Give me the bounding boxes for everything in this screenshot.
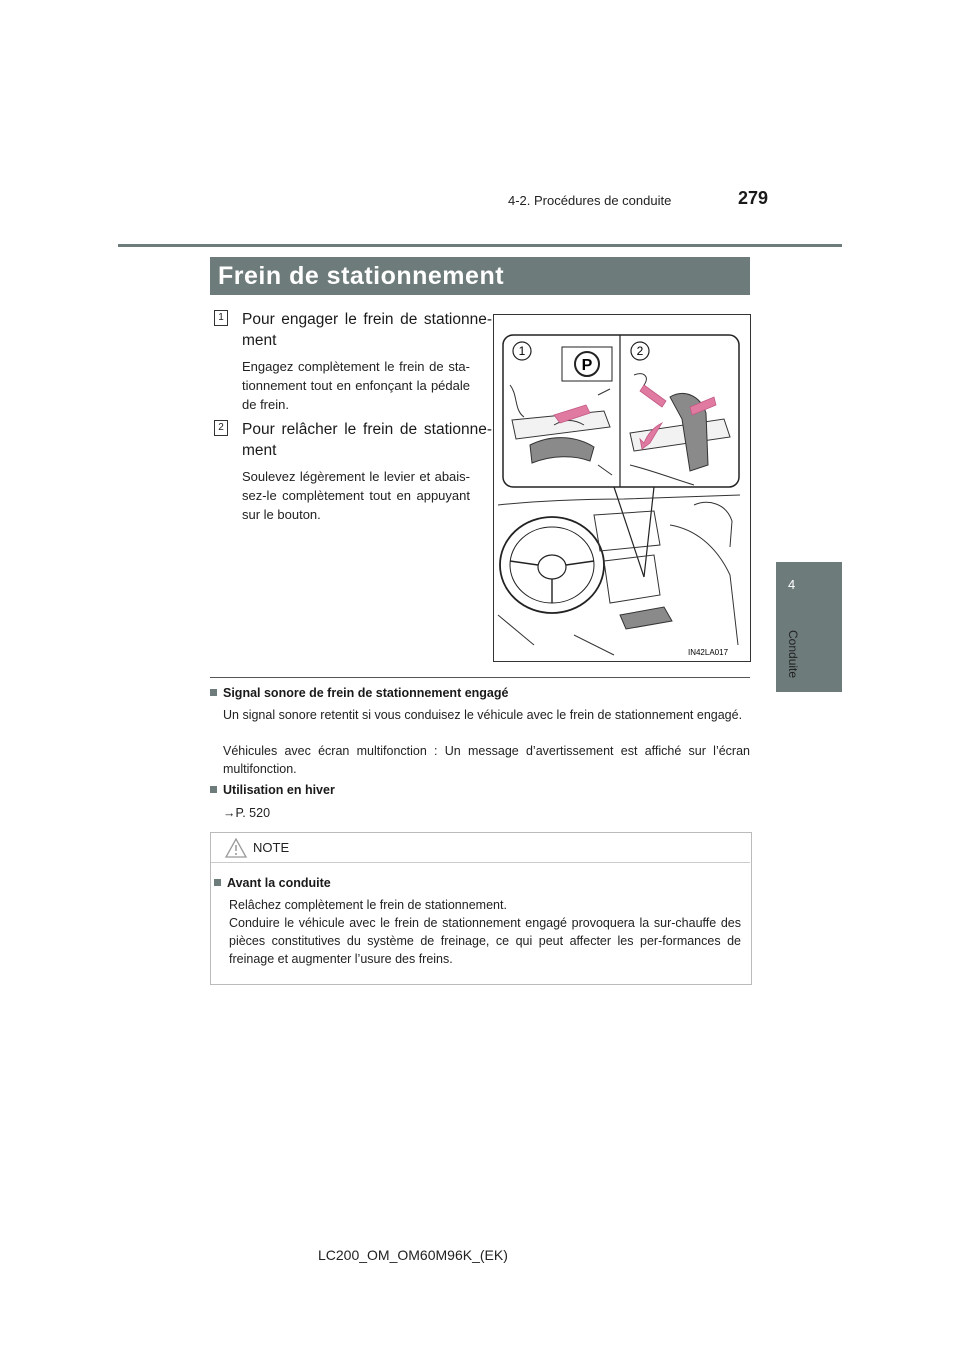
section-reference: 4-2. Procédures de conduite bbox=[508, 193, 672, 208]
note-divider bbox=[211, 862, 750, 863]
note-paragraph: Conduire le véhicule avec le frein de stationnement engagé provoquera la sur-chauffe des pièces constitutives du système de freinage, ce qui peut affecter les per-formances de freinage et augmenter l’usure des freins. bbox=[229, 916, 741, 966]
bullet-square-icon bbox=[214, 879, 221, 886]
section-divider bbox=[210, 677, 750, 678]
bullet-square-icon bbox=[210, 689, 217, 696]
chapter-tab-number: 4 bbox=[788, 577, 796, 592]
note-heading bbox=[214, 876, 331, 890]
warning-triangle-icon bbox=[225, 838, 247, 863]
item-number-badge: 2 bbox=[214, 420, 228, 436]
callout-1: 1 bbox=[518, 344, 526, 358]
page-reference[interactable]: →P. 520 bbox=[223, 806, 271, 820]
item-heading: Pour relâcher le frein de stationne-ment bbox=[242, 421, 492, 459]
section-heading bbox=[210, 686, 508, 700]
section-heading-text: Utilisation en hiver bbox=[223, 783, 335, 797]
note-paragraph: Relâchez complètement le frein de stationnement. bbox=[229, 898, 507, 912]
bullet-square-icon bbox=[210, 786, 217, 793]
item-heading: Pour engager le frein de stationne-ment bbox=[242, 311, 492, 349]
item-number-badge: 1 bbox=[214, 310, 228, 326]
note-heading-text: Avant la conduite bbox=[227, 876, 331, 890]
section-paragraph: Un signal sonore retentit si vous conduisez le véhicule avec le frein de stationnement engagé. bbox=[223, 708, 743, 722]
parking-p-icon: P bbox=[581, 357, 593, 374]
item-body: Engagez complètement le frein de sta-tionnement tout en enfonçant la pédale de frein. bbox=[242, 359, 470, 412]
callout-2: 2 bbox=[636, 344, 644, 358]
chapter-tab-label: Conduite bbox=[786, 630, 800, 679]
page-number: 279 bbox=[738, 188, 769, 208]
header-divider bbox=[118, 244, 842, 247]
note-title: NOTE bbox=[253, 840, 290, 855]
illustration-code: IN42LA017 bbox=[687, 648, 729, 657]
section-heading bbox=[210, 783, 335, 797]
item-body: Soulevez légèrement le levier et abais-sez-le complètement tout en appuyant sur le bouton. bbox=[242, 469, 470, 522]
page-title: Frein de stationnement bbox=[218, 262, 505, 290]
section-heading-text: Signal sonore de frein de stationnement engagé bbox=[223, 686, 509, 700]
document-code: LC200_OM_OM60M96K_(EK) bbox=[318, 1247, 508, 1263]
section-paragraph: Véhicules avec écran multifonction : Un message d’avertissement est affiché sur l’écran multifonction. bbox=[223, 744, 750, 776]
parking-brake-illustration bbox=[493, 314, 751, 662]
illustration-drawing bbox=[494, 315, 750, 661]
